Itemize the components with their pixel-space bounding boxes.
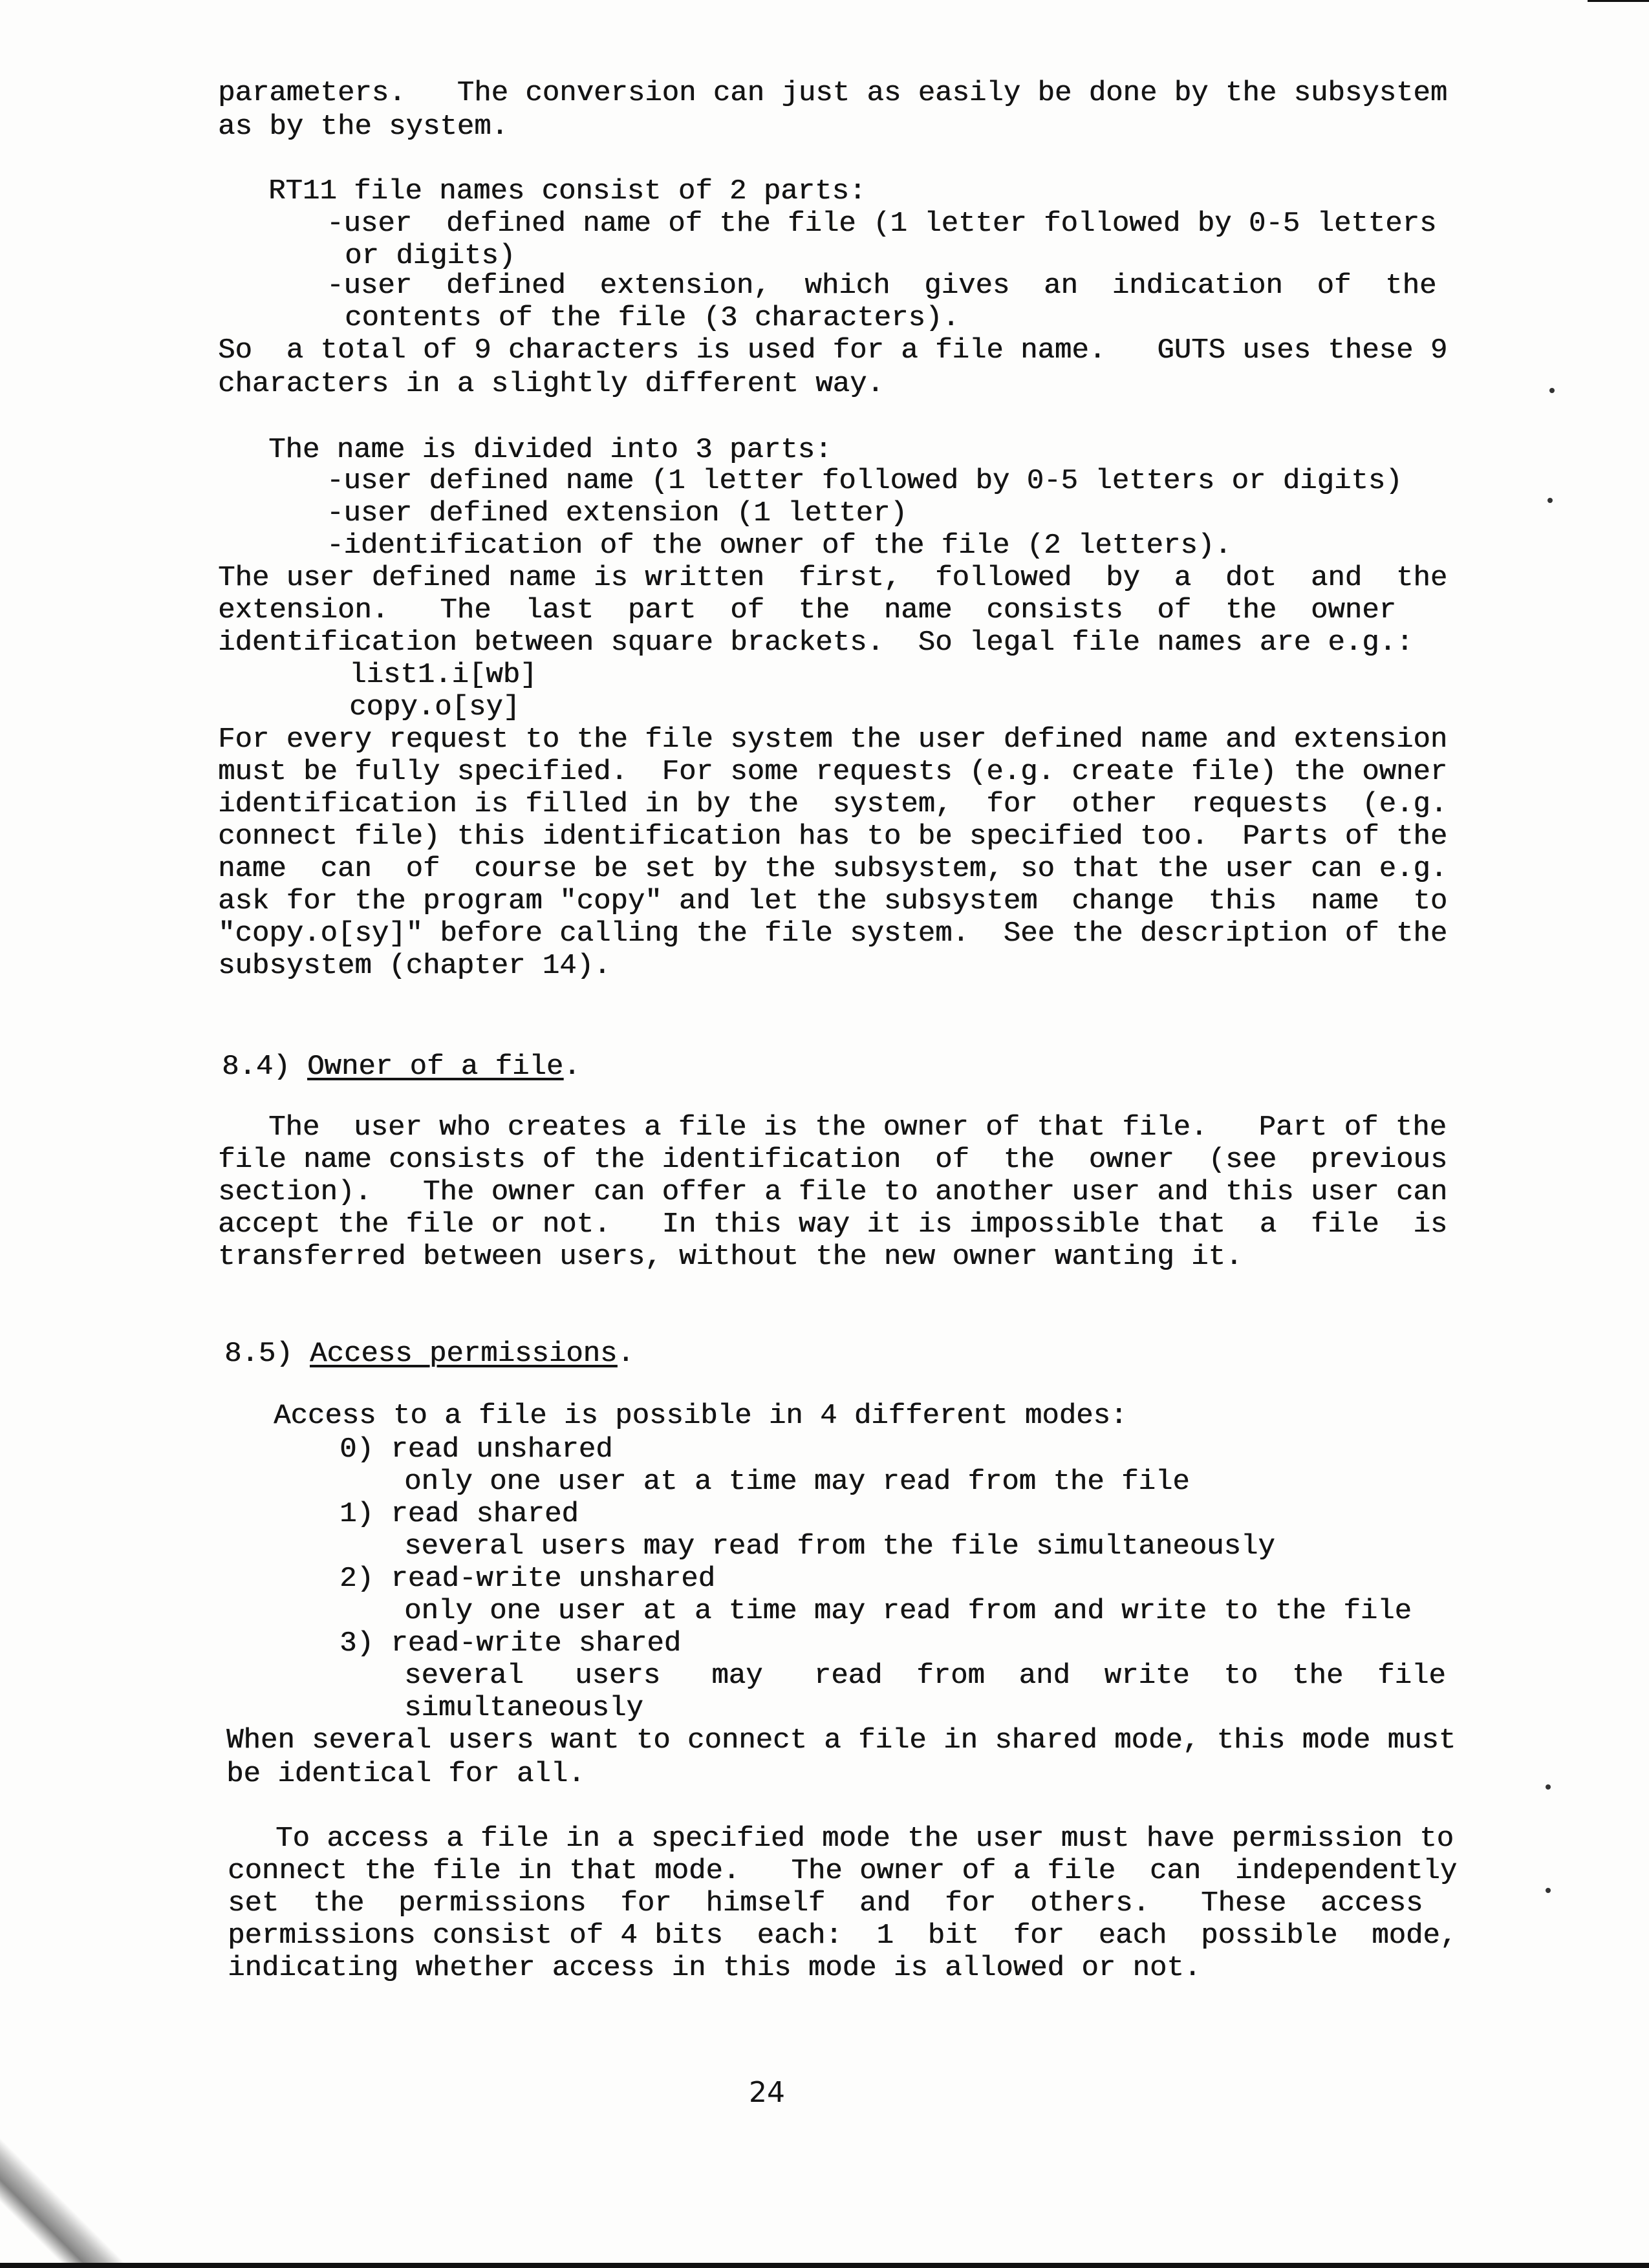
body-text-line: must be fully specified. For some requests (e.g. create file) the owner	[218, 756, 1448, 788]
body-text-line: ask for the program "copy" and let the subsystem change this name to	[218, 885, 1448, 917]
section-heading-8-5	[224, 1340, 634, 1368]
body-text-line: transferred between users, without the new owner wanting it.	[218, 1241, 1243, 1273]
guts-name-lead: The name is divided into 3 parts:	[268, 434, 832, 466]
scan-edge-top	[1588, 0, 1649, 2]
body-text-line: connect the file in that mode. The owner of a file can independently	[228, 1855, 1458, 1887]
body-text-line: identification is filled in by the system, for other requests (e.g.	[218, 788, 1448, 820]
body-text-line: as by the system.	[218, 111, 508, 143]
mode-description: simultaneously	[404, 1692, 643, 1724]
body-text-line: extension. The last part of the name consists of the owner	[218, 594, 1396, 626]
body-text-line: connect file) this identification has to be specified too. Parts of the	[218, 820, 1448, 853]
body-text-line: identification between square brackets. So legal file names are e.g.:	[218, 626, 1414, 659]
body-text-line: section). The owner can offer a file to another user and this user can	[218, 1176, 1448, 1208]
scan-speck	[1549, 388, 1555, 393]
body-text-line: The user who creates a file is the owner of that file. Part of the	[268, 1111, 1447, 1144]
scan-speck	[1546, 1888, 1551, 1893]
section-number: 8.4)	[222, 1051, 290, 1083]
body-text-line: accept the file or not. In this way it is impossible that a file is	[218, 1208, 1448, 1241]
scan-speck	[1546, 1784, 1551, 1790]
rt11-item-continuation: contents of the file (3 characters).	[345, 302, 960, 334]
body-text-line: indicating whether access in this mode is allowed or not.	[228, 1952, 1202, 1984]
scan-edge-bottom	[0, 2263, 1649, 2268]
body-text-line: permissions consist of 4 bits each: 1 bit for each possible mode,	[228, 1920, 1458, 1952]
section-number: 8.5)	[224, 1338, 293, 1370]
section-heading-8-4	[222, 1053, 581, 1081]
rt11-item: -user defined extension, which gives an indication of the	[327, 270, 1437, 302]
rt11-lead: RT11 file names consist of 2 parts:	[268, 175, 867, 208]
body-text-line: When several users want to connect a file in shared mode, this mode must	[226, 1724, 1456, 1757]
mode-description: only one user at a time may read from the file	[404, 1466, 1190, 1498]
guts-name-item: -user defined name (1 letter followed by 0-5 letters or digits)	[327, 465, 1403, 497]
mode-label: 0) read unshared	[339, 1433, 613, 1466]
body-text-line: The user defined name is written first, followed by a dot and the	[218, 562, 1448, 594]
section-title: Access permissions	[310, 1338, 618, 1370]
rt11-item: -user defined name of the file (1 letter followed by 0-5 letters	[327, 208, 1437, 240]
guts-name-item: -user defined extension (1 letter)	[327, 497, 907, 530]
page-number: 24	[749, 2076, 785, 2109]
section-title: Owner of a file	[307, 1051, 564, 1083]
section-title-period: .	[563, 1051, 581, 1083]
body-text-line: characters in a slightly different way.	[218, 368, 884, 400]
mode-label: 1) read shared	[339, 1498, 579, 1530]
body-text-line: be identical for all.	[226, 1758, 585, 1790]
guts-name-item: -identification of the owner of the file (2 letters).	[327, 530, 1232, 562]
mode-label: 3) read-write shared	[339, 1627, 682, 1660]
body-text-line: "copy.o[sy]" before calling the file system. See the description of the	[218, 917, 1448, 950]
body-text-line: subsystem (chapter 14).	[218, 950, 611, 982]
filename-example: list1.i[wb]	[349, 659, 537, 691]
scan-speck	[1547, 498, 1553, 503]
body-text-line: So a total of 9 characters is used for a file name. GUTS uses these 9	[218, 334, 1448, 367]
body-text-line: parameters. The conversion can just as easily be done by the subsystem	[218, 77, 1448, 109]
body-text-line: To access a file in a specified mode the user must have permission to	[275, 1823, 1454, 1855]
mode-description: several users may read from and write to the file	[404, 1660, 1446, 1692]
filename-example: copy.o[sy]	[349, 691, 521, 723]
body-text-line: For every request to the file system the user defined name and extension	[218, 723, 1448, 756]
mode-description: several users may read from the file simultaneously	[404, 1530, 1275, 1563]
body-text-line: file name consists of the identification of the owner (see previous	[218, 1144, 1448, 1176]
scan-shadow-corner	[0, 2127, 142, 2263]
access-lead: Access to a file is possible in 4 different modes:	[274, 1400, 1128, 1432]
body-text-line: name can of course be set by the subsystem, so that the user can e.g.	[218, 853, 1448, 885]
body-text-line: set the permissions for himself and for others. These access	[228, 1887, 1423, 1920]
section-title-period: .	[617, 1338, 634, 1370]
mode-description: only one user at a time may read from and write to the file	[404, 1595, 1412, 1627]
rt11-item-continuation: or digits)	[345, 240, 516, 272]
mode-label: 2) read-write unshared	[339, 1563, 715, 1595]
